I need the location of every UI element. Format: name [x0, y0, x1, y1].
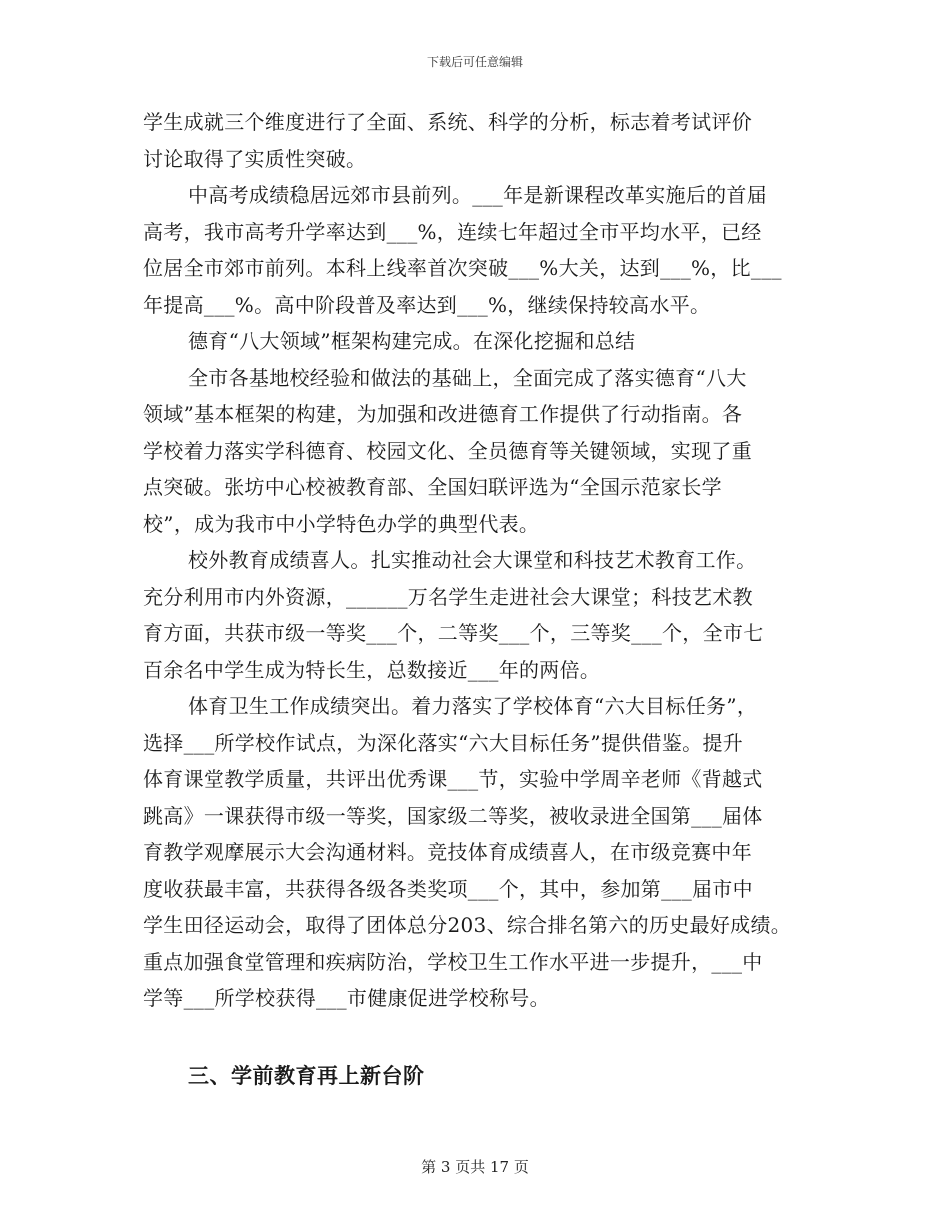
paragraph-start: 德育“八大领域”框架构建完成。在深化挖掘和总结	[188, 329, 636, 353]
text-line: 重点加强食堂管理和疾病防治，学校卫生工作水平进一步提升，___中	[143, 949, 763, 974]
paragraph-start: 中高考成绩稳居远郊市县前列。___年是新课程改革实施后的首届	[188, 183, 767, 207]
text-line: 位居全市郊市前列。本科上线率首次突破___%大关，达到___%，比___	[143, 256, 782, 280]
text-line: 学生成就三个维度进行了全面、系统、科学的分析，标志着考试评价	[143, 110, 752, 134]
text-line: 年提高___%。高中阶段普及率达到___%，继续保持较高水平。	[143, 292, 711, 317]
section-heading: 三、学前教育再上新台阶	[188, 1063, 425, 1088]
text-line: 百余名中学生成为特长生，总数接近___年的两倍。	[143, 657, 601, 682]
text-line: 讨论取得了实质性突破。	[143, 146, 367, 171]
paragraph-start: 体育卫生工作成绩突出。着力落实了学校体育“六大目标任务”，	[188, 694, 758, 718]
text-line: 学等___所学校获得___市健康促进学校称号。	[143, 986, 550, 1010]
page-header: 下载后可任意编辑	[426, 55, 523, 69]
document-body	[143, 104, 823, 1017]
text-line: 选择___所学校作试点，为深化落实“六大目标任务”提供借鉴。提升	[143, 730, 744, 755]
text-line: 领域”基本框架的构建，为加强和改进德育工作提供了行动指南。各	[143, 402, 743, 426]
text-line: 育教学观摩展示大会沟通材料。竞技体育成绩喜人，在市级竞赛中年	[143, 840, 752, 864]
page-footer: 第 3 页共 17 页	[421, 1158, 529, 1176]
text-line: 度收获最丰富，共获得各级各类奖项___个，其中，参加第___届市中	[143, 876, 753, 901]
text-line: 校”，成为我市中小学特色办学的典型代表。	[143, 511, 540, 536]
paragraph-start: 校外教育成绩喜人。扎实推动社会大课堂和科技艺术教育工作。	[188, 548, 757, 572]
text-line: 学生田径运动会，取得了团体总分203、综合排名第六的历史最好成绩。	[143, 913, 792, 937]
paragraph-start: 全市各基地校经验和做法的基础上，全面完成了落实德育“八大	[188, 365, 747, 390]
text-line: 跳高》一课获得市级一等奖，国家级二等奖，被收录进全国第___届体	[143, 803, 763, 828]
text-line: 充分利用市内外资源，______万名学生走进社会大课堂；科技艺术教	[143, 584, 753, 609]
text-line: 体育课堂教学质量，共评出优秀课___节，实验中学周辛老师《背越式	[143, 767, 763, 791]
text-line: 高考，我市高考升学率达到___%，连续七年超过全市平均水平，已经	[143, 219, 762, 244]
text-line: 点突破。张坊中心校被教育部、全国妇联评选为“全国示范家长学	[143, 475, 722, 499]
text-line: 学校着力落实学科德育、校园文化、全员德育等关键领域，实现了重	[143, 438, 752, 463]
text-line: 育方面，共获市级一等奖___个，二等奖___个，三等奖___个，全市七	[143, 621, 764, 645]
